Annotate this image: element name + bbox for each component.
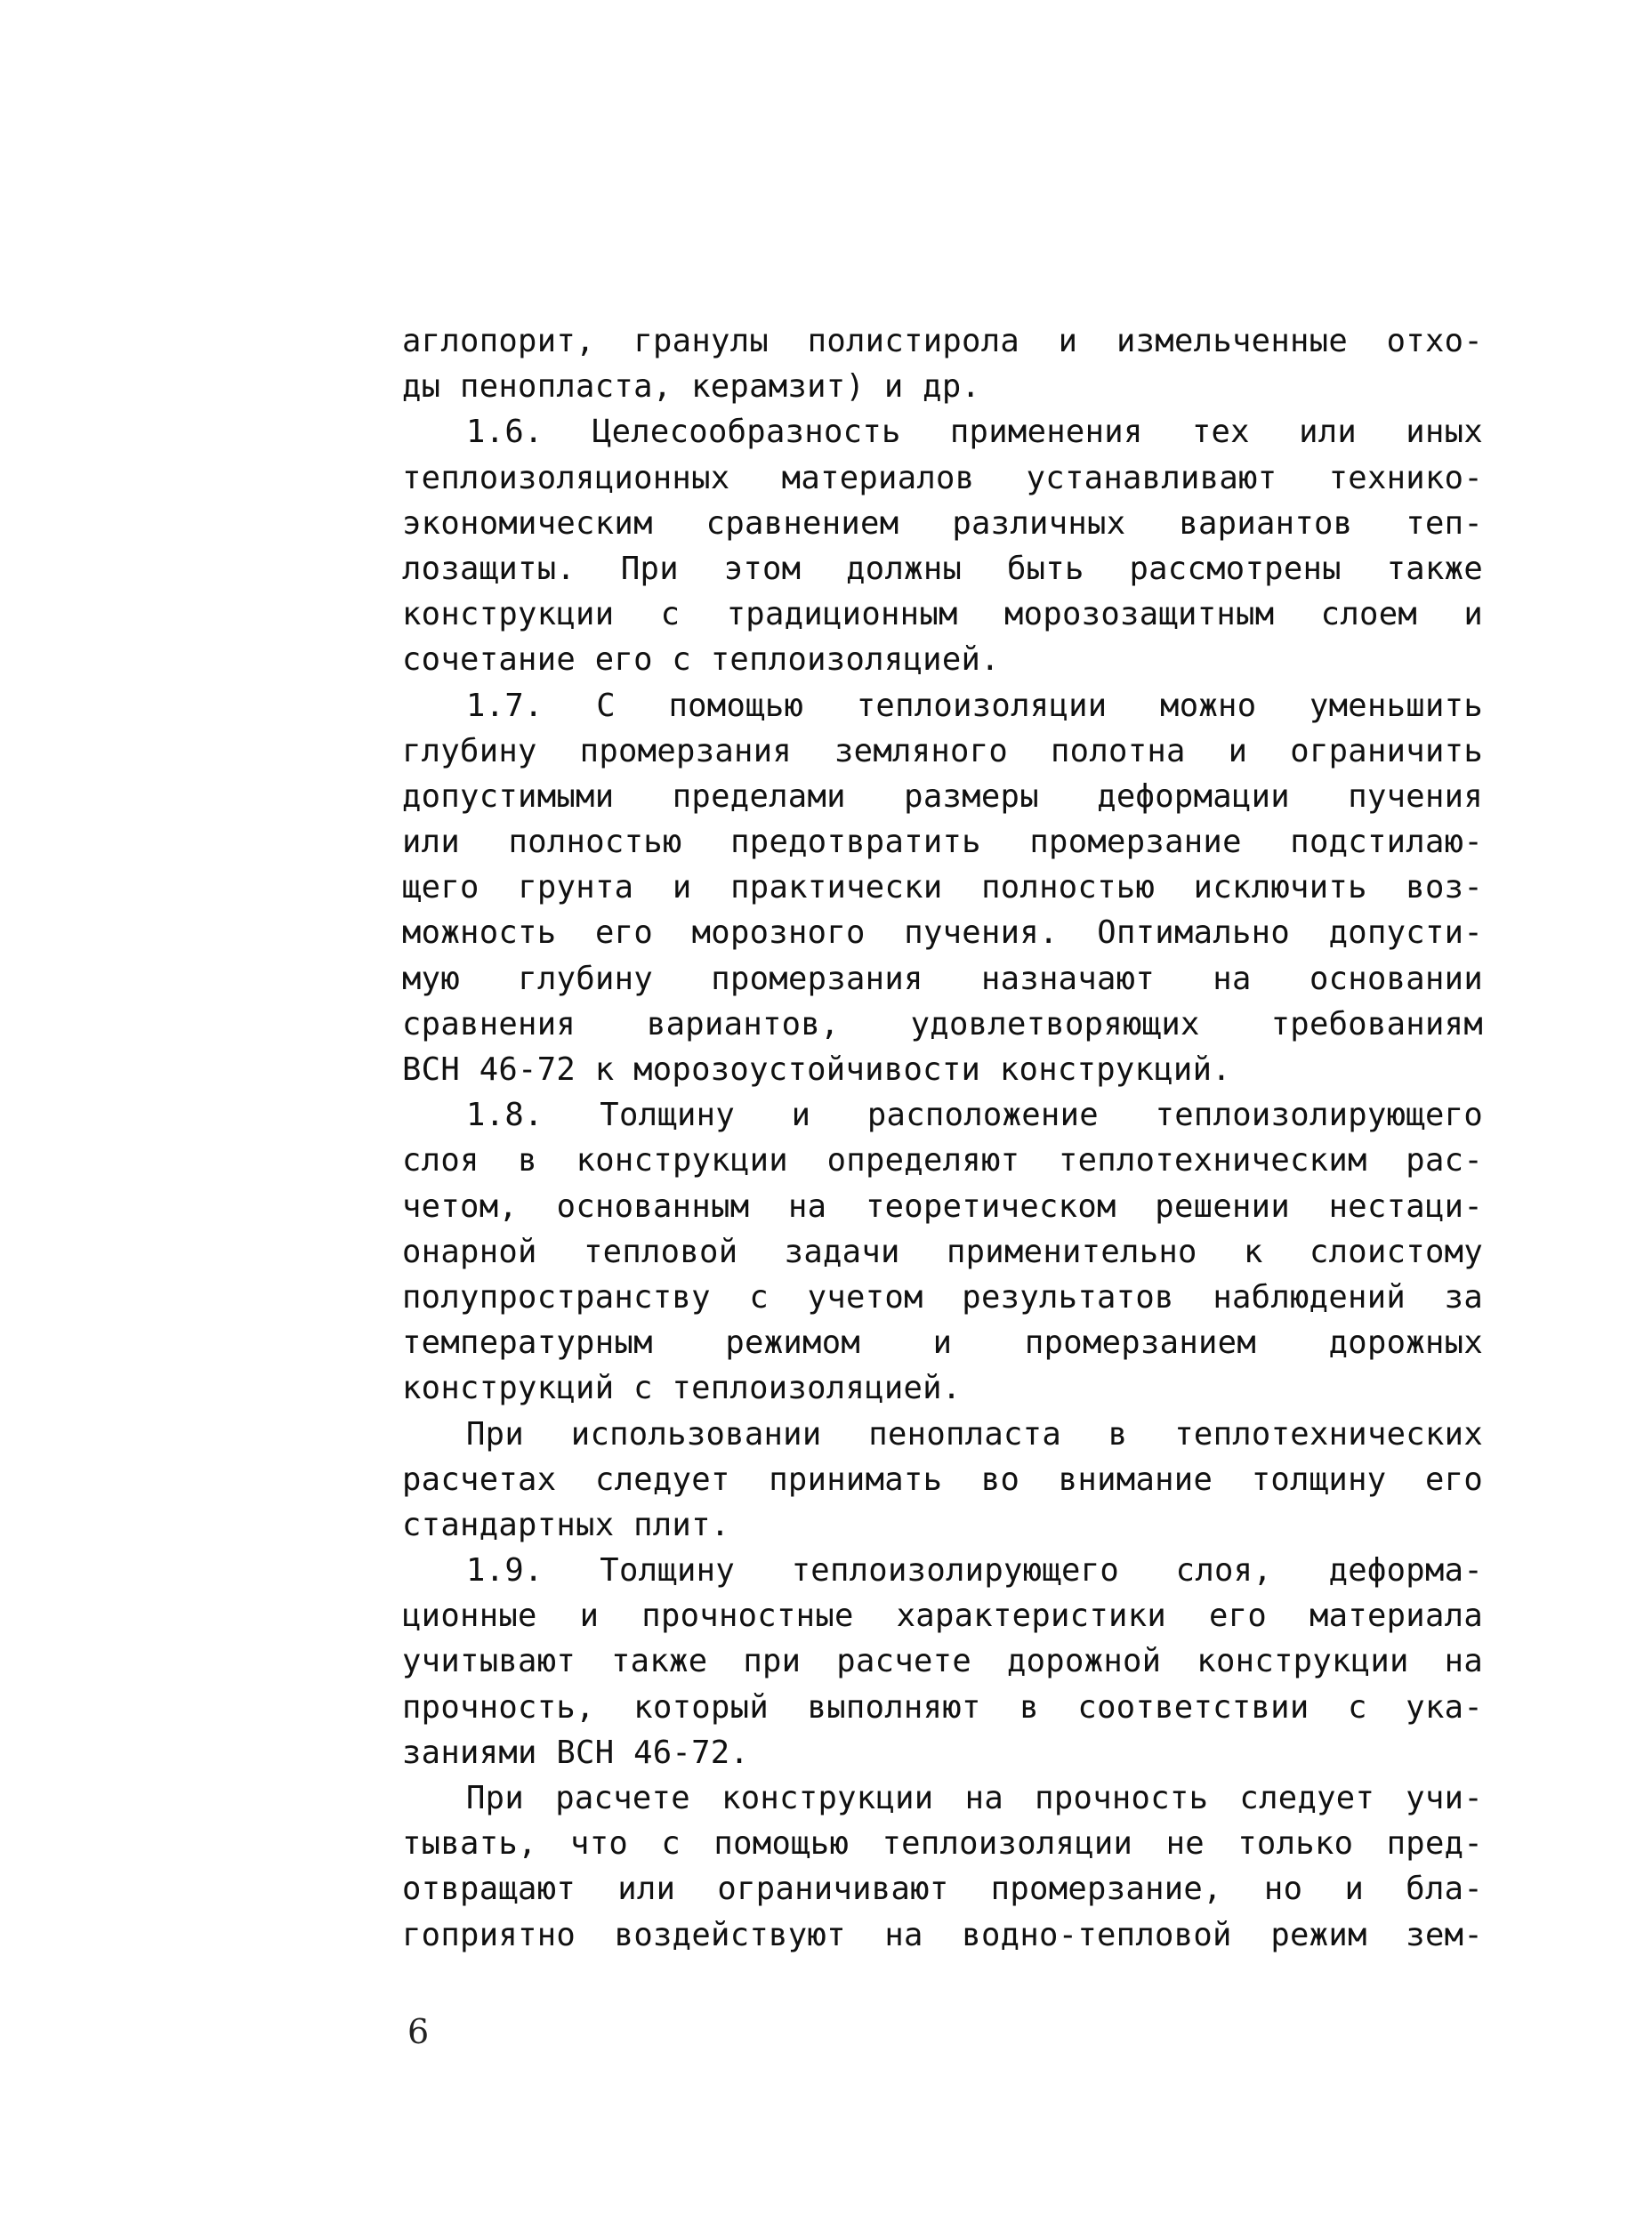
text-line: сравнения вариантов, удовлетворяющих требованиям xyxy=(402,1005,1483,1043)
text-line: ционные и прочностные характеристики его материала xyxy=(402,1598,1483,1635)
text-line: допустимыми пределами размеры деформации пучения xyxy=(402,777,1483,815)
text-line: четом, основанным на теоретическом решении нестаци- xyxy=(402,1187,1483,1225)
text-line: отвращают или ограничивают промерзание, но и бла- xyxy=(402,1871,1483,1908)
text-line: слоя в конструкции определяют теплотехническим рас- xyxy=(402,1142,1483,1179)
text-line: температурным режимом и промерзанием дорожных xyxy=(402,1324,1483,1362)
text-line: ды пенопласта, керамзит) и др. xyxy=(402,368,981,406)
text-line: гоприятно воздействуют на водно-тепловой режим зем- xyxy=(402,1916,1483,1953)
text-line: ВСН 46-72 к морозоустойчивости конструкций. xyxy=(402,1051,1231,1088)
text-line: расчетах следует принимать во внимание толщину его xyxy=(402,1461,1483,1498)
text-line: или полностью предотвратить промерзание подстилаю- xyxy=(402,824,1483,861)
text-line: экономическим сравнением различных вариантов теп- xyxy=(402,504,1483,542)
text-line: прочность, который выполняют в соответствии с ука- xyxy=(402,1688,1483,1726)
paragraph-1-6-start: 1.6. Целесообразность применения тех или иных xyxy=(466,414,1483,451)
text-line: заниями ВСН 46-72. xyxy=(402,1734,750,1771)
text-line: стандартных плит. xyxy=(402,1506,730,1543)
paragraph-1-7-start: 1.7. С помощью теплоизоляции можно уменьшить xyxy=(466,687,1483,724)
page-number: 6 xyxy=(407,2012,430,2051)
text-line: тывать, что с помощью теплоизоляции не только пред- xyxy=(402,1825,1483,1863)
text-line: полупространству с учетом результатов наблюдений за xyxy=(402,1278,1483,1316)
body-text xyxy=(402,318,1483,1958)
text-line: лозащиты. При этом должны быть рассмотрены также xyxy=(402,550,1483,587)
text-line: аглопорит, гранулы полистирола и измельченные отхо- xyxy=(402,323,1483,359)
text-line: учитывают также при расчете дорожной конструкции на xyxy=(402,1643,1483,1680)
paragraph-1-8-start: 1.8. Толщину и расположение теплоизолирующего xyxy=(466,1097,1483,1134)
text-line: сочетание его с теплоизоляцией. xyxy=(402,641,1000,679)
text-line: теплоизоляционных материалов устанавливают технико- xyxy=(402,459,1483,496)
text-line: глубину промерзания земляного полотна и ограничить xyxy=(402,732,1483,769)
text-line: можность его морозного пучения. Оптимально допусти- xyxy=(402,914,1483,952)
paragraph-1-9-start: 1.9. Толщину теплоизолирующего слоя, деформа- xyxy=(466,1552,1483,1590)
paragraph-strength-start: При расчете конструкции на прочность следует учи- xyxy=(466,1780,1483,1816)
paragraph-foam-start: При использовании пенопласта в теплотехнических xyxy=(466,1415,1483,1453)
text-line: мую глубину промерзания назначают на основании xyxy=(402,960,1483,997)
text-line: онарной тепловой задачи применительно к слоистому xyxy=(402,1233,1483,1270)
text-line: щего грунта и практически полностью исключить воз- xyxy=(402,869,1483,906)
text-line: конструкций с теплоизоляцией. xyxy=(402,1370,962,1407)
text-line: конструкции с традиционным морозозащитным слоем и xyxy=(402,596,1483,633)
